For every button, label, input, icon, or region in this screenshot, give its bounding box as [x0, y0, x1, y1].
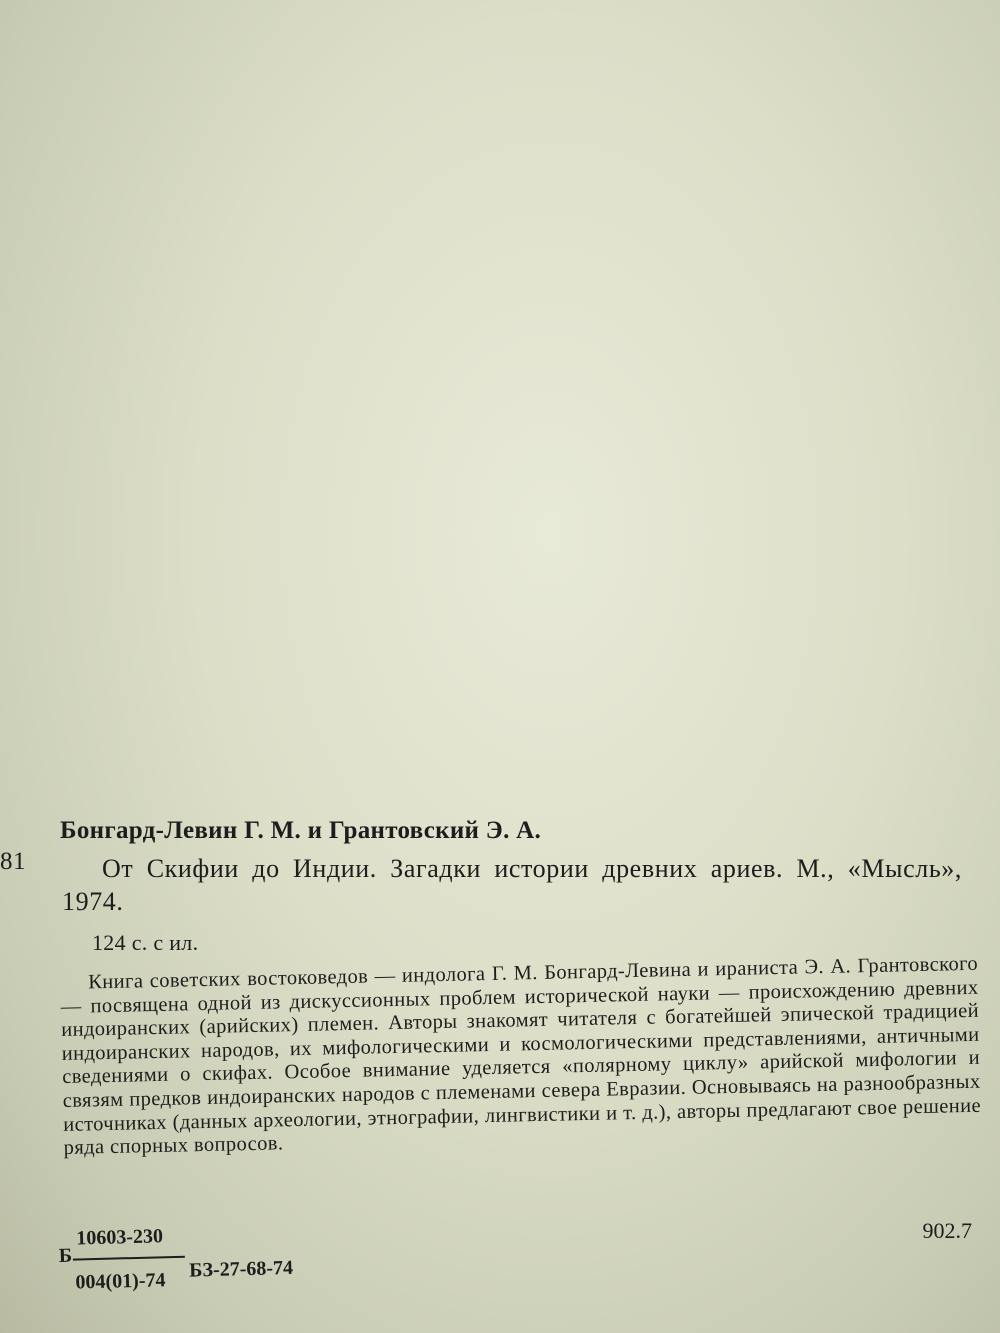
publishing-index-fraction [58, 1217, 360, 1315]
udc-index: 81 [0, 848, 26, 875]
classification-code: 902.7 [922, 1218, 972, 1243]
fraction-numerator: 10603-230 [76, 1225, 164, 1250]
page-count: 124 с. с ил. [92, 930, 199, 955]
fraction-letter: Б [58, 1244, 73, 1267]
author-line: Бонгард-Левин Г. М. и Грантовский Э. А. [60, 817, 542, 844]
book-title: От Скифии до Индии. Загадки истории древних ариев. М., «Мысль», 1974. [62, 854, 962, 916]
fraction-code: БЗ-27-68-74 [188, 1256, 294, 1282]
fraction-line [73, 1256, 185, 1261]
book-abstract: Книга советских востоковедов — индолога Г. М. Бонгард-Левина и ираниста Э. А. Грантовского — посвящена одной из дискуссионных проблем исторической науки — происхождению древних индоиранских (арийских) племен. Авторы знакомят читателя с богатейшей эпической традицией индоиранских народов, их мифологическими и космологическими представлениями, античными сведениями о скифах. Особое внимание уделяется «полярному циклу» арийской мифологии и связям предков индоиранских народов с племенами севера Евразии. Основываясь на разнообразных источниках (данных археологии, этнографии, лингвистики и т. д.), авторы предлагают свое решение ряда спорных вопросов. [60, 952, 982, 1160]
fraction-denominator: 004(01)-74 [75, 1269, 166, 1294]
